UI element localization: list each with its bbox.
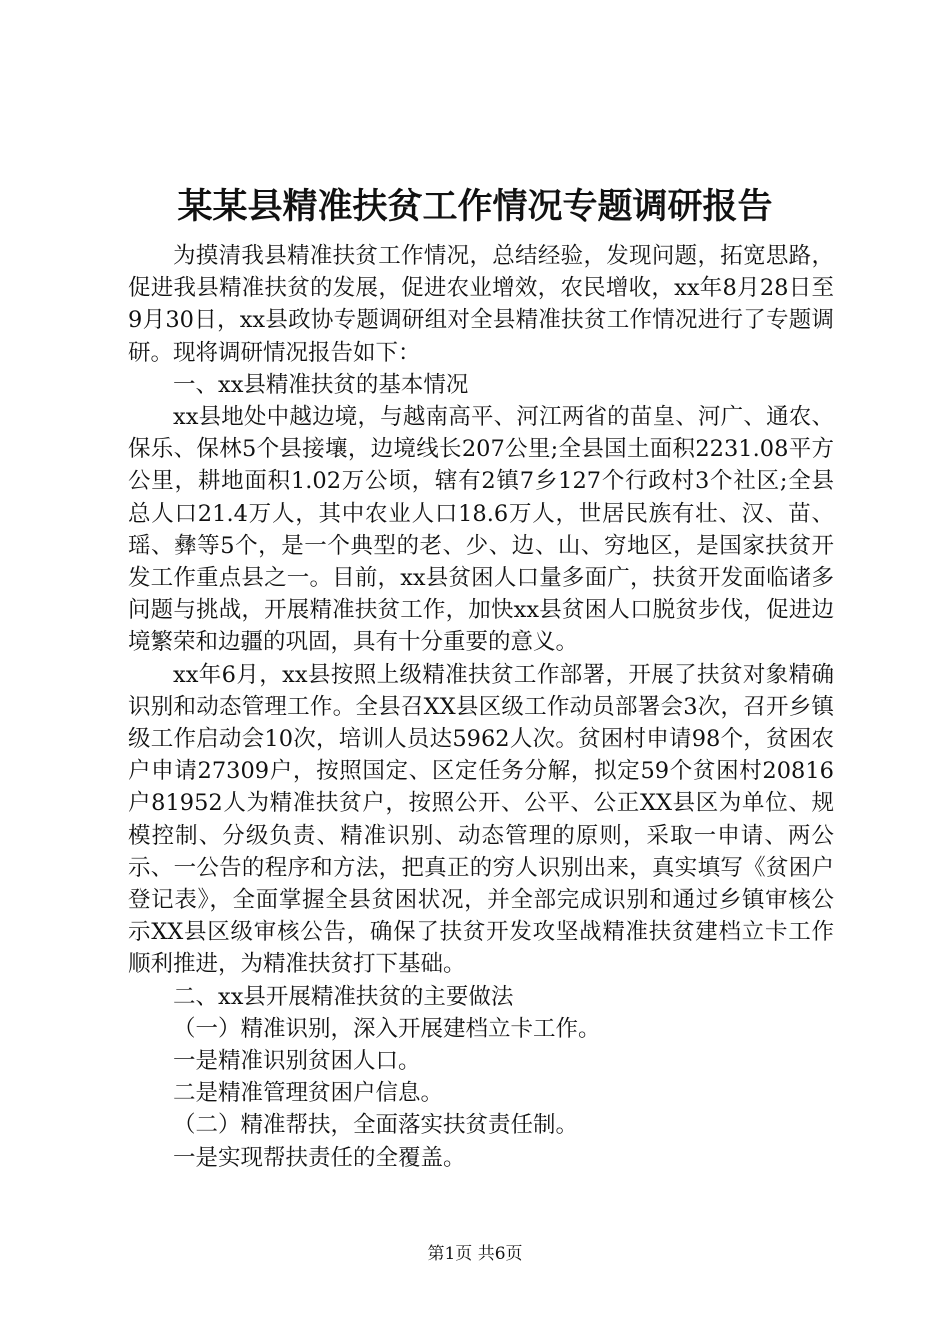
list-item: 一是精准识别贫困人口。 <box>173 1048 421 1075</box>
section-heading-1: 一、xx县精准扶贫的基本情况 <box>173 371 469 398</box>
document-body <box>128 240 834 1174</box>
document-title: 某某县精准扶贫工作情况专题调研报告 <box>177 186 773 227</box>
list-item: 一是实现帮扶责任的全覆盖。 <box>173 1144 466 1171</box>
intro-paragraph: 为摸清我县精准扶贫工作情况，总结经验，发现问题，拓宽思路，促进我县精准扶贫的发展，促进农业增效，农民增收，xx年8月28日至9月30日，xx县政协专题调研组对全县精准扶贫工作情况进行了专题调研。现将调研情况报告如下： <box>128 243 834 366</box>
subsection-heading: （二）精准帮扶，全面落实扶贫责任制。 <box>173 1112 579 1139</box>
page-number-footer: 第1页 共6页 <box>427 1244 523 1264</box>
body-paragraph: xx县地处中越边境，与越南高平、河江两省的苗皇、河广、通农、保乐、保林5个县接壤，边境线长207公里;全县国土面积2231.08平方公里，耕地面积1.02万公顷，辖有2镇7乡127个行政村3个社区;全县总人口21.4万人，其中农业人口18.6万人，世居民族有壮、汉、苗、瑶、彝等5个，是一个典型的老、少、边、山、穷地区，是国家扶贫开发工作重点县之一。目前，xx县贫困人口量多面广，扶贫开发面临诸多问题与挑战，开展精准扶贫工作，加快xx县贫困人口脱贫步伐，促进边境繁荣和边疆的巩固，具有十分重要的意义。 <box>128 404 834 656</box>
section-heading-2: 二、xx县开展精准扶贫的主要做法 <box>173 983 514 1010</box>
list-item: 二是精准管理贫困户信息。 <box>173 1080 444 1107</box>
subsection-heading: （一）精准识别，深入开展建档立卡工作。 <box>173 1015 601 1042</box>
body-paragraph: xx年6月，xx县按照上级精准扶贫工作部署，开展了扶贫对象精确识别和动态管理工作。全县召XX县区级工作动员部署会3次，召开乡镇级工作启动会10次，培训人员达5962人次。贫困村申请98个，贫困农户申请27309户，按照国定、区定任务分解，拟定59个贫困村20816户81952人为精准扶贫户，按照公开、公平、公正XX县区为单位、规模控制、分级负责、精准识别、动态管理的原则，采取一申请、两公示、一公告的程序和方法，把真正的穷人识别出来，真实填写《贫困户登记表》，全面掌握全县贫困状况，并全部完成识别和通过乡镇审核公示XX县区级审核公告，确保了扶贫开发攻坚战精准扶贫建档立卡工作顺利推进，为精准扶贫打下基础。 <box>128 661 834 978</box>
